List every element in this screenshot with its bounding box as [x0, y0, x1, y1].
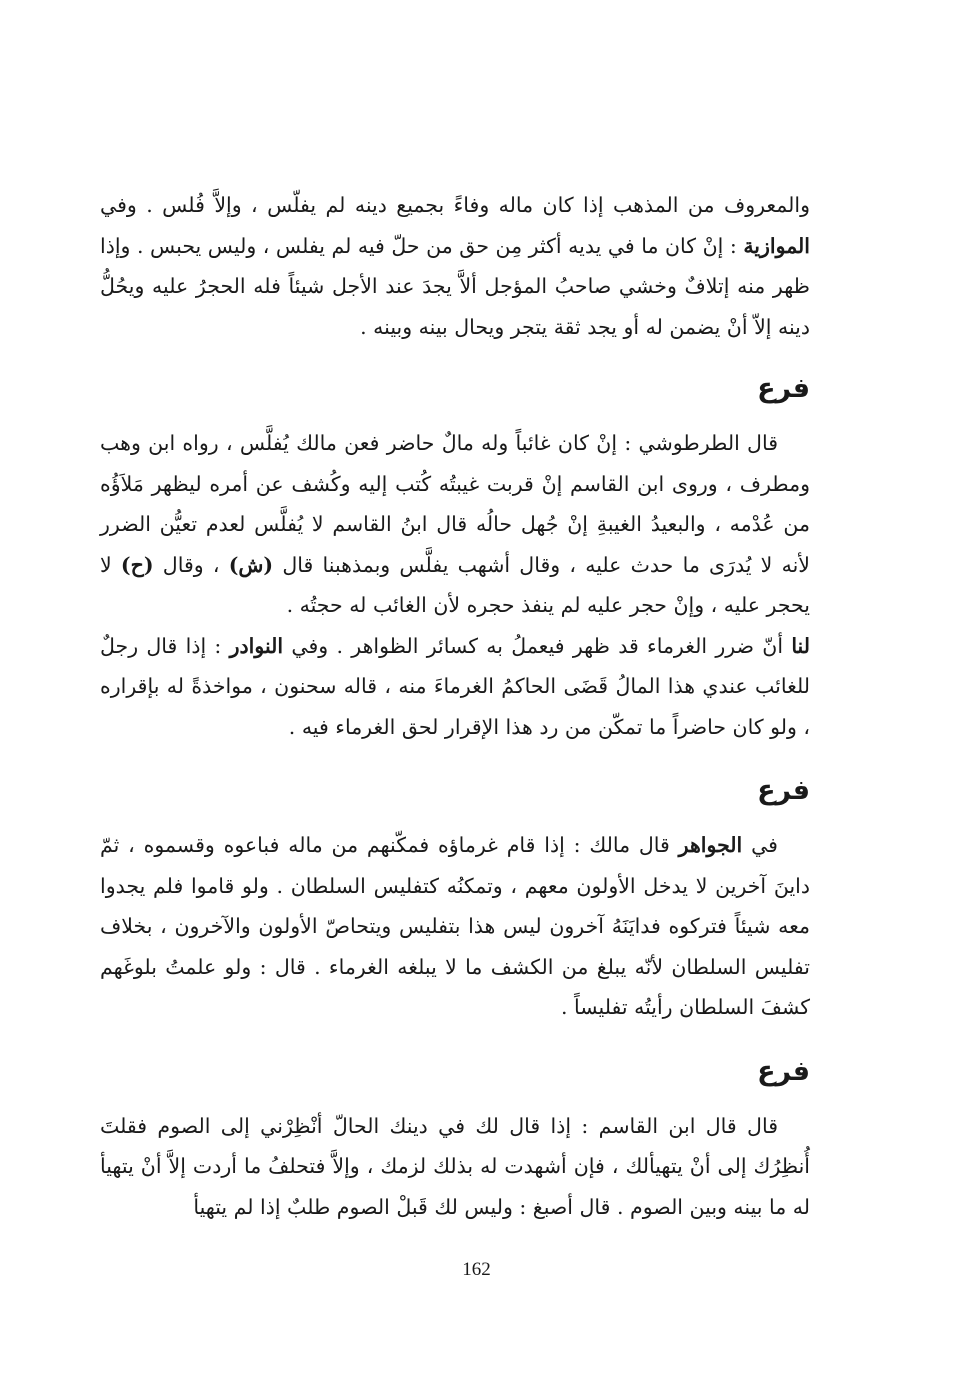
paragraph-3-text: أنّ ضرر الغرماء قد ظهر فيعملُ به كسائر الظواهر . وفي [291, 633, 792, 658]
abbr-hanafi: (ح) [120, 552, 154, 577]
paragraph-3-rest: : إذا قال رجلٌ للغائب عندي هذا المالُ قَضَى الحاكمُ الغرماءَ منه ، قاله سحنون ، مواخذةً له بإقراره ، ولو كان حاضراً ما تمكّن من رد هذا الإقرار لحق الغرماء فيه . [100, 633, 810, 739]
section-heading-2: فرع [757, 775, 810, 806]
paragraph-1-text: والمعروف من المذهب إذا كان ماله وفاءً بجميع دينه لم يفلّس ، وإلاَّ فُلس . وفي [100, 193, 810, 217]
paragraph-1-rest: : إنْ كان ما في يديه أكثر مِن حق من حلّ فيه لم يفلس ، وليس يحبس . وإذا ظهر منه إتلافٌ وخشي صاحبُ المؤجل ألاَّ يجدَ عند الأجل شيئاً فله الحجرُ عليه ويحُلُّ دينه إلاّ أنْ يضمن له أو يجد ثقة يتجر ويحال بينه وبينه . [100, 233, 810, 339]
paragraph-5 [100, 1106, 810, 1228]
paragraph-2-text: قال الطرطوشي : إنْ كان غائباً وله مالٌ حاضر فعن مالك يُفلَّس ، رواه ابن وهب ومطرف ، وروى ابن القاسم إنْ قربت غيبتُه كُتب إليه وكُشف عن أمره ليظهر مَلاَؤُه من عُدْمه ، والبعيدُ الغيبةِ إنْ جُهل حالُه قال ابنُ القاسم لا يُفلَّس لعدم تعيُّن الضرر لأنه لا يُدرَى ما حدث عليه ، وقال أشهب يفلَّس وبمذهبنا قال [100, 431, 810, 577]
paragraph-4 [100, 825, 810, 1028]
page-number: 162 [462, 1259, 491, 1280]
page-body [100, 185, 810, 1227]
section-heading-1: فرع [757, 373, 810, 404]
term-muwazziyya: الموازية [743, 233, 810, 258]
paragraph-5-text: قال قال ابن القاسم : إذا قال لك في دينك الحالّ أنْظِرْني إلى الصوم فقلتَ أُنظِرُك إلى أنْ يتهيألك ، فإن أشهدت له بذلك لزمك ، وإلاَّ فتحلفُ ما أردت إلاَّ أنْ يتهيأ له ما بينه وبين الصوم . قال أصبغ : وليس لك قَبلْ الصوم طلبٌ إذا لم يتهيأ [100, 1113, 810, 1219]
abbr-shafii: (ش) [228, 552, 274, 577]
section-heading-3: فرع [757, 1055, 810, 1087]
paragraph-2-mid: ، وقال [162, 552, 229, 577]
term-lana: لنا [791, 633, 810, 658]
paragraph-2 [100, 423, 810, 626]
term-nawadir: النوادر [229, 633, 284, 658]
paragraph-4-pre: في [751, 833, 778, 857]
paragraph-2-end: لا يحجر عليه ، وإنْ حجر عليه لم ينفذ حجره لأن الغائب له حجتُه . [100, 552, 810, 617]
paragraph-1 [100, 185, 810, 347]
paragraph-4-text: قال مالك : إذا قام غرماؤه فمكّنهم من ماله فباعوه وقسموه ، ثمّ داينَ آخرين لا يدخل الأولون معهم ، وتمكنُه كتفليس السلطان . ولو قاموا فلم يجدوا معه شيئاً فتركوه فدايَنَهُ آخرون ليس هذا بتفليس ويتحاصّ الأولون والآخرون ، بخلاف تفليس السلطان لأنّه يبلغ من الكشف ما لا يبلغه الغرماء . قال : ولو علمتُ بلوغَهم كشفَ السلطان رأيتُه تفليساً . [100, 833, 810, 1019]
term-jawahir: الجواهر [678, 833, 743, 857]
paragraph-3 [100, 626, 810, 748]
